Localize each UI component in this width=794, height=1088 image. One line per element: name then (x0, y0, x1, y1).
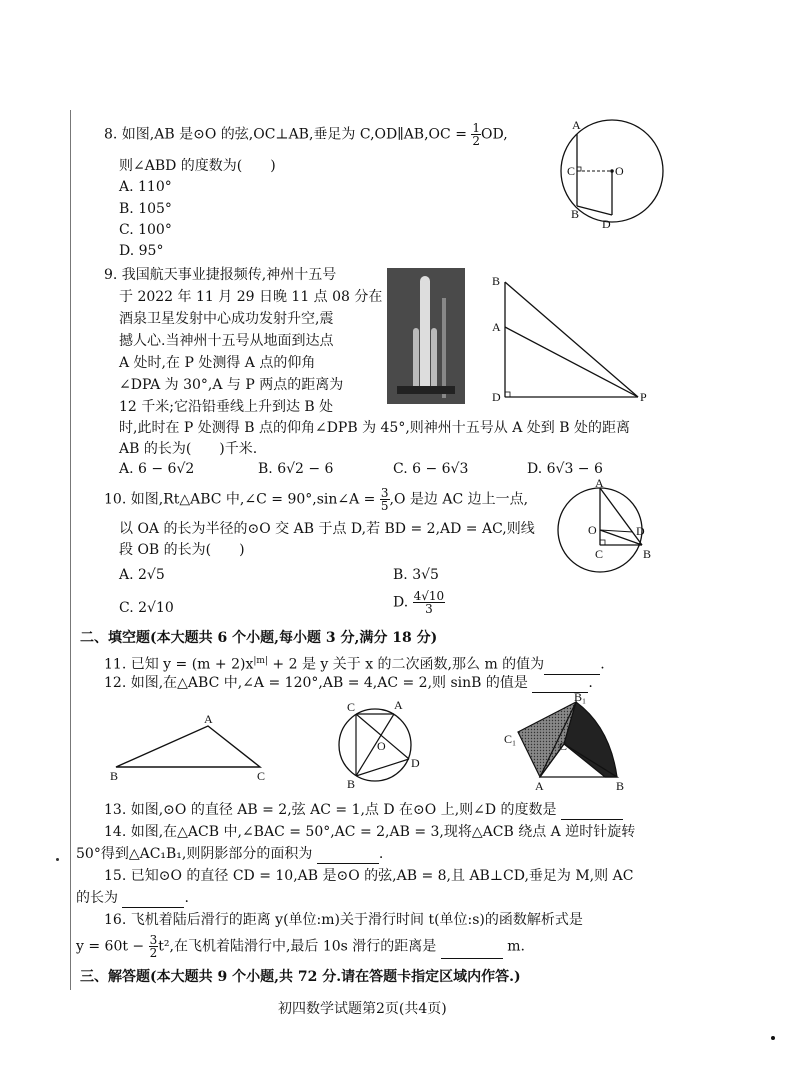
q12-label-a: A (204, 712, 213, 726)
q12-label-b: B (110, 769, 119, 783)
q9-option-b: B. 6√2 − 6 (258, 461, 334, 477)
q14-label-b1: B₁ (574, 690, 587, 704)
q9-line-6: ∠DPA 为 30°,A 与 P 两点的距离为 (119, 377, 344, 393)
q9-figure (488, 270, 658, 410)
q13: 13. 如图,⊙O 的直径 AB = 2,弦 AC = 1,点 D 在⊙O 上,则∠D 的度数是 (104, 800, 623, 820)
q13-label-b: B (347, 777, 356, 791)
q9-right-angle (505, 392, 510, 397)
section2-title: 二、填空题(本大题共 6 个小题,每小题 3 分,满分 18 分) (80, 630, 438, 646)
q8-figure (555, 115, 665, 235)
q9-line-1: 9. 我国航天事业捷报频传,神州十五号 (104, 267, 337, 283)
q9-line-9: AB 的长为( )千米. (119, 441, 258, 457)
q9-line-5: A 处时,在 P 处测得 A 点的仰角 (119, 355, 316, 371)
page-footer: 初四数学试题第2页(共4页) (278, 1001, 447, 1017)
q8-fraction: $\frac{1}{2}$ (472, 121, 481, 148)
rocket-booster-left (413, 328, 419, 386)
q8-line2: 则∠ABD 的度数为( ) (119, 158, 276, 174)
q8-option-a: A. 110° (119, 179, 172, 195)
scan-speck (771, 1036, 775, 1040)
q13-blank (561, 805, 623, 820)
q15-line1: 15. 已知⊙O 的直径 CD = 10,AB 是⊙O 的弦,AB = 8,且 AB⊥CD,垂足为 M,则 AC (104, 868, 634, 884)
q9-label-a: A (492, 320, 501, 334)
q8-label-d: D (602, 217, 611, 231)
q8-option-b: B. 105° (119, 201, 172, 217)
q10-option-b: B. 3√5 (393, 567, 439, 583)
launch-pad (397, 386, 455, 394)
q8-option-c: C. 100° (119, 222, 172, 238)
rocket-photo (387, 268, 465, 404)
q9-segment-bp (505, 282, 638, 397)
q8-label-o: O (615, 164, 624, 178)
q8-center-dot (610, 169, 614, 173)
q14-figure (500, 692, 640, 792)
q12: 12. 如图,在△ABC 中,∠A = 120°,AB = 4,AC = 2,则 sinB 的值是 . (104, 675, 593, 691)
q10-option-c: C. 2√10 (119, 600, 174, 616)
q15-line2: 的长为 . (76, 890, 189, 906)
q16-line1: 16. 飞机着陆后滑行的距离 y(单位:m)关于滑行时间 t(单位:s)的函数解析式是 (104, 912, 583, 928)
q9-line-3: 酒泉卫星发射中心成功发射升空,震 (119, 311, 334, 327)
q9-segment-ap (505, 327, 638, 397)
q12-figure (108, 710, 273, 783)
q10-option-a: A. 2√5 (119, 567, 165, 583)
q9-label-p: P (640, 390, 647, 404)
q10-option-d-fraction: $\frac{4√10}{3}$ (413, 589, 445, 616)
q10-line2: 以 OA 的长为半径的⊙O 交 AB 于点 D,若 BD = 2,AD = AC,则线 (119, 521, 535, 537)
q9-option-a: A. 6 − 6√2 (119, 461, 195, 477)
section3-title: 三、解答题(本大题共 9 个小题,共 72 分.请在答题卡指定区域内作答.) (80, 969, 521, 985)
scan-speck (56, 858, 59, 861)
q13-diameter-ab (356, 714, 394, 776)
q8-stem: 8. 如图,AB 是⊙O 的弦,OC⊥AB,垂足为 C,OD∥AB,OC = $\frac{1}{2}$ OD, (104, 121, 508, 148)
q14-label-a: A (535, 779, 544, 793)
q16-line2: y = 60t − $\frac{3}{2}$ t²,在飞机着陆滑行中,最后 10s 滑行的距离是 m. (76, 933, 525, 960)
q9-label-d: D (492, 390, 501, 404)
rocket-booster-right (431, 328, 437, 386)
q8-label-c: C (567, 164, 576, 178)
q9-line-8: 时,此时在 P 处测得 B 点的仰角∠DPB 为 45°,则神州十五号从 A 处到 B 处的距离 (119, 420, 630, 436)
q14-label-b: B (616, 779, 625, 793)
q10-line3: 段 OB 的长为( ) (119, 542, 245, 558)
q8-label-a: A (572, 118, 581, 132)
q10-right-angle (600, 540, 605, 545)
q10-label-a: A (595, 476, 604, 490)
q10-option-d: D. $\frac{4√10}{3}$ (393, 589, 445, 616)
q13-label-o: O (377, 739, 386, 753)
q10-label-d: D (636, 524, 645, 538)
q8-segment-bd (577, 206, 612, 215)
q9-option-c: C. 6 − 6√3 (393, 461, 469, 477)
q9-option-d: D. 6√3 − 6 (527, 461, 603, 477)
q13-label-d: D (411, 756, 420, 770)
q9-line-4: 撼人心.当神州十五号从地面到达点 (119, 333, 334, 349)
q9-label-b: B (492, 274, 501, 288)
rocket-body (420, 276, 430, 386)
q8-option-d: D. 95° (119, 243, 164, 259)
q14-label-c1: C₁ (504, 732, 517, 746)
q14-line2: 50°得到△AC₁B₁,则阴影部分的面积为 . (76, 846, 384, 862)
q13-figure (330, 697, 425, 792)
left-margin-line (70, 110, 71, 990)
q10-stem: 10. 如图,Rt△ABC 中,∠C = 90°,sin∠A = $\frac{3}{5}$ ,O 是边 AC 边上一点, (104, 486, 529, 513)
q14-line1: 14. 如图,在△ACB 中,∠BAC = 50°,AC = 2,AB = 3,现将△ACB 绕点 A 逆时针旋转 (104, 824, 636, 840)
q9-line-2: 于 2022 年 11 月 29 日晚 11 点 08 分在 (119, 289, 383, 305)
q14-blank (317, 849, 379, 864)
q15-blank (122, 893, 184, 908)
q13-label-c: C (347, 700, 356, 714)
q10-label-c: C (595, 547, 604, 561)
launch-tower (442, 298, 446, 398)
q10-label-o: O (588, 523, 597, 537)
q11: 11. 已知 $y = (m + 2)x^{|m|} + 2$ 是 y 关于 x 的二次函数,那么 m 的值为 . (104, 656, 605, 673)
q13-label-a: A (394, 698, 403, 712)
q10-fraction: $\frac{3}{5}$ (380, 486, 389, 513)
q10-figure (560, 478, 670, 586)
q10-label-b: B (643, 547, 652, 561)
q14-label-c: C (559, 739, 568, 753)
q16-fraction: $\frac{3}{2}$ (149, 933, 158, 960)
q16-blank (441, 944, 503, 959)
q12-triangle (116, 726, 260, 767)
q8-stem-text: 8. 如图,AB 是⊙O 的弦,OC⊥AB,垂足为 C,OD∥AB,OC = (104, 126, 467, 143)
q13-chord-bd (356, 759, 409, 776)
q12-label-c: C (257, 769, 266, 783)
q9-line-7: 12 千米;它沿铅垂线上升到达 B 处 (119, 399, 334, 415)
q8-label-b: B (571, 207, 580, 221)
